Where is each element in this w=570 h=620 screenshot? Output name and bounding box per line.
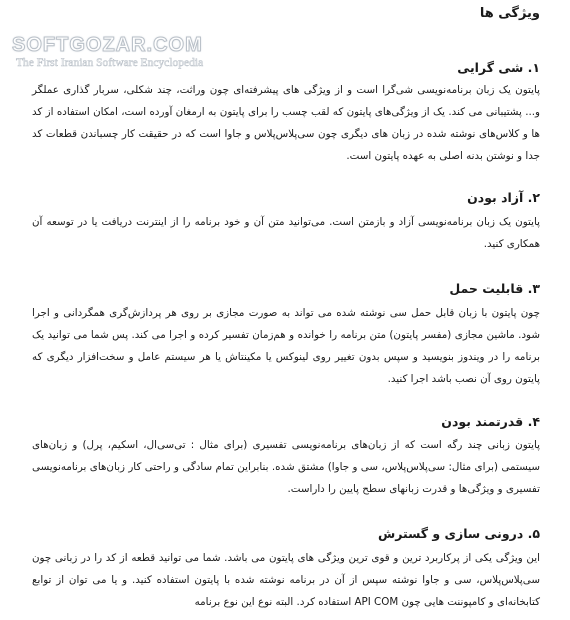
section-paragraph-4: پایتون زبانی چند رگه است که از زبان‌های برنامه‌نویسی تفسیری (برای مثال : تی‌سی‌ال، اسکیم، پرل) و زبان‌های سیستمی (برای مثال: سی‌پلاس‌پلاس، سی و جاوا) مشتق شده. بنابراین تمام سادگی و راحتی کار زبان‌های برنامه‌نویسی تفسیری و ویژگی‌ها و قدرت زبانهای سطح پایین را داراست. [32, 439, 540, 495]
section-heading-2: ۲. آزاد بودن [467, 190, 540, 205]
section-paragraph-3: چون پایتون با زبان قابل حمل سی نوشته شده می تواند به صورت مجازی بر روی هر پردازش‌گری همگردانی و اجرا شود. ماشین مجازی (مفسر پایتون) متن برنامه را خوانده و هم‌زمان تفسیر کرده و اجرا می کند. پس شما می توانید یک برنامه را در ویندوز بنویسید و سپس بدون تغییر روی لینوکس یا مکینتاش یا هر سیستم عامل و سخت‌افزار دیگری که پایتون روی آن نصب باشد اجرا کنید. [32, 307, 540, 385]
section-paragraph-1: پایتون یک زبان برنامه‌نویسی شی‌گرا است و از ویژگی های پیشرفته‌ای چون وراثت، چند شکلی، سربار گذاری عملگر و... پشتیبانی می کند. یک از ویژگی‌های پایتون که لقب چسب را برای پایتون به ارمغان آورده است، امکان استفاده از کد ها و کلاس‌های نوشته شده در زبان های دیگری چون سی‌پلاس‌پلاس و جاوا است که در حقیقت کار چسباندن قطعات کد جدا و نوشتن بدنه اصلی به عهده پایتون است. [32, 84, 540, 162]
page-title: ویژگی ها [479, 6, 540, 21]
section-paragraph-5: این ویژگی یکی از پرکاربرد ترین و قوی ترین ویژگی های پایتون می باشد. شما می توانید قطعه از کد را در زبانی چون سی‌پلاس‌پلاس، سی و جاوا نوشته سپس از آن در برنامه نوشته شده با پایتون استفاده کنید. و یا می توان از توابع کتابخانه‌ای و کامپوننت هایی چون API COM استفاده کرد. البته نوع این نوع برنامه [32, 552, 540, 608]
watermark-title: SOFTGOZAR.COM [12, 34, 203, 56]
watermark-subtitle: The First Iranian Software Encyclopedia [16, 57, 204, 69]
softgozar-watermark [12, 34, 203, 70]
section-heading-4: ۴. قدرتمند بودن [441, 414, 540, 429]
section-heading-1: ۱. شی گرایی [457, 60, 540, 75]
section-heading-5: ۵. درونی سازی و گسترش [377, 526, 540, 541]
section-heading-3: ۳. قابلیت حمل [449, 281, 540, 296]
section-paragraph-2: پایتون یک زبان برنامه‌نویسی آزاد و بازمتن است. می‌توانید متن آن و خود برنامه را از اینترنت دریافت یا در توسعه آن همکاری کنید. [32, 216, 540, 250]
